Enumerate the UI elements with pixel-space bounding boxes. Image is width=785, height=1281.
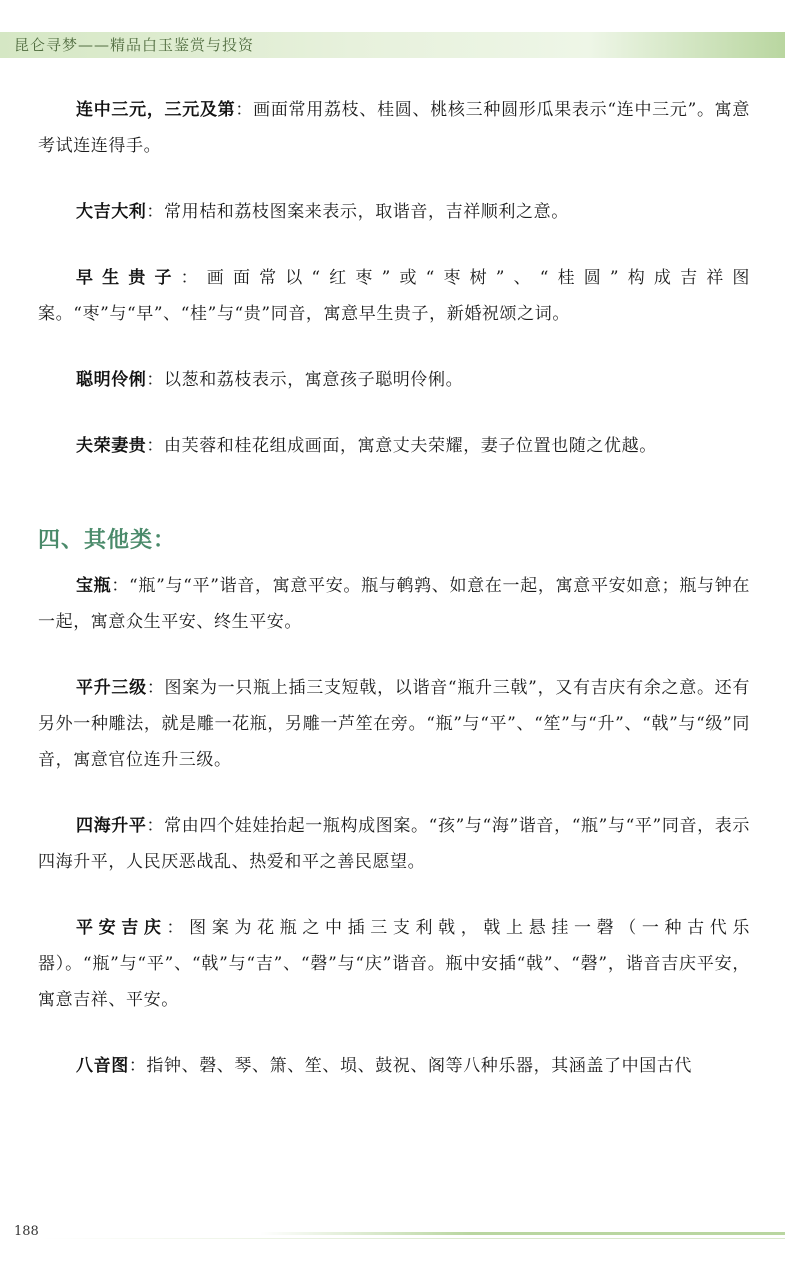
entry-term: 聪明伶俐 [76, 370, 147, 390]
entry-text: ：画面常以“红枣”或“枣树”、“桂圆”构成吉祥图案。“枣”与“早”、“桂”与“贵”同音，寓意早生贵子，新婚祝颂之词。 [38, 268, 751, 324]
entry-term: 宝瓶 [76, 576, 112, 596]
entry-furong-qigui [38, 428, 750, 464]
footer-rule-thin [40, 1238, 785, 1239]
entry-text: ：指钟、磬、琴、箫、笙、埙、鼓祝、阁等八种乐器，其涵盖了中国古代 [128, 1056, 693, 1076]
running-header-title: 昆仑寻梦——精品白玉鉴赏与投资 [14, 36, 255, 54]
footer-rule [260, 1232, 785, 1235]
section-heading: 四、其他类： [38, 527, 177, 553]
entry-text: ：图案为一只瓶上插三支短戟，以谐音“瓶升三戟”，又有吉庆有余之意。还有另外一种雕法，就是雕一花瓶，另雕一芦笙在旁。“瓶”与“平”、“笙”与“升”、“戟”与“级”同音，寓意官位连升三级。 [38, 678, 750, 770]
entry-text: ：图案为花瓶之中插三支利戟，戟上悬挂一磬（一种古代乐器）。“瓶”与“平”、“戟”与“吉”、“磬”与“庆”谐音。瓶中安插“戟”、“磬”，谐音吉庆平安，寓意吉祥、平安。 [38, 918, 750, 1010]
entry-text: ：常由四个娃娃抬起一瓶构成图案。“孩”与“海”谐音，“瓶”与“平”同音，表示四海升平，人民厌恶战乱、热爱和平之善民愿望。 [38, 816, 750, 872]
entry-text: ：“瓶”与“平”谐音，寓意平安。瓶与鹌鹑、如意在一起，寓意平安如意；瓶与钟在一起，寓意众生平安、终生平安。 [38, 576, 751, 632]
page-header-band [0, 32, 785, 58]
entry-daji-dali [38, 194, 750, 230]
page-content [38, 92, 750, 1084]
entry-term: 早生贵子 [76, 268, 181, 288]
entry-text: ：常用桔和荔枝图案来表示，取谐音，吉祥顺利之意。 [146, 202, 569, 222]
entry-pingsheng-sanji [38, 670, 750, 778]
entry-term: 平升三级 [76, 678, 147, 698]
entry-text: ：画面常用荔枝、桂圆、桃核三种圆形瓜果表示“连中三元”。寓意考试连连得手。 [38, 100, 750, 156]
entry-pingan-jiqing [38, 910, 750, 1018]
entry-text: ：以葱和荔枝表示，寓意孩子聪明伶俐。 [146, 370, 464, 390]
entry-term: 四海升平 [76, 816, 147, 836]
entry-bayin-tu [38, 1048, 750, 1084]
entry-baoping [38, 568, 750, 640]
entry-term: 连中三元，三元及第 [76, 100, 236, 120]
entry-term: 夫荣妻贵 [76, 436, 147, 456]
page-number: 188 [14, 1224, 39, 1239]
entry-term: 平安吉庆 [76, 918, 167, 938]
entry-term: 八音图 [76, 1056, 129, 1076]
entry-term: 大吉大利 [76, 202, 147, 222]
entry-zaosheng-guizi [38, 260, 750, 332]
entry-congming-lingli [38, 362, 750, 398]
entry-lianzhong-sanyuan [38, 92, 750, 164]
entry-sihai-shengping [38, 808, 750, 880]
entry-text: ：由芙蓉和桂花组成画面，寓意丈夫荣耀，妻子位置也随之优越。 [146, 436, 657, 456]
